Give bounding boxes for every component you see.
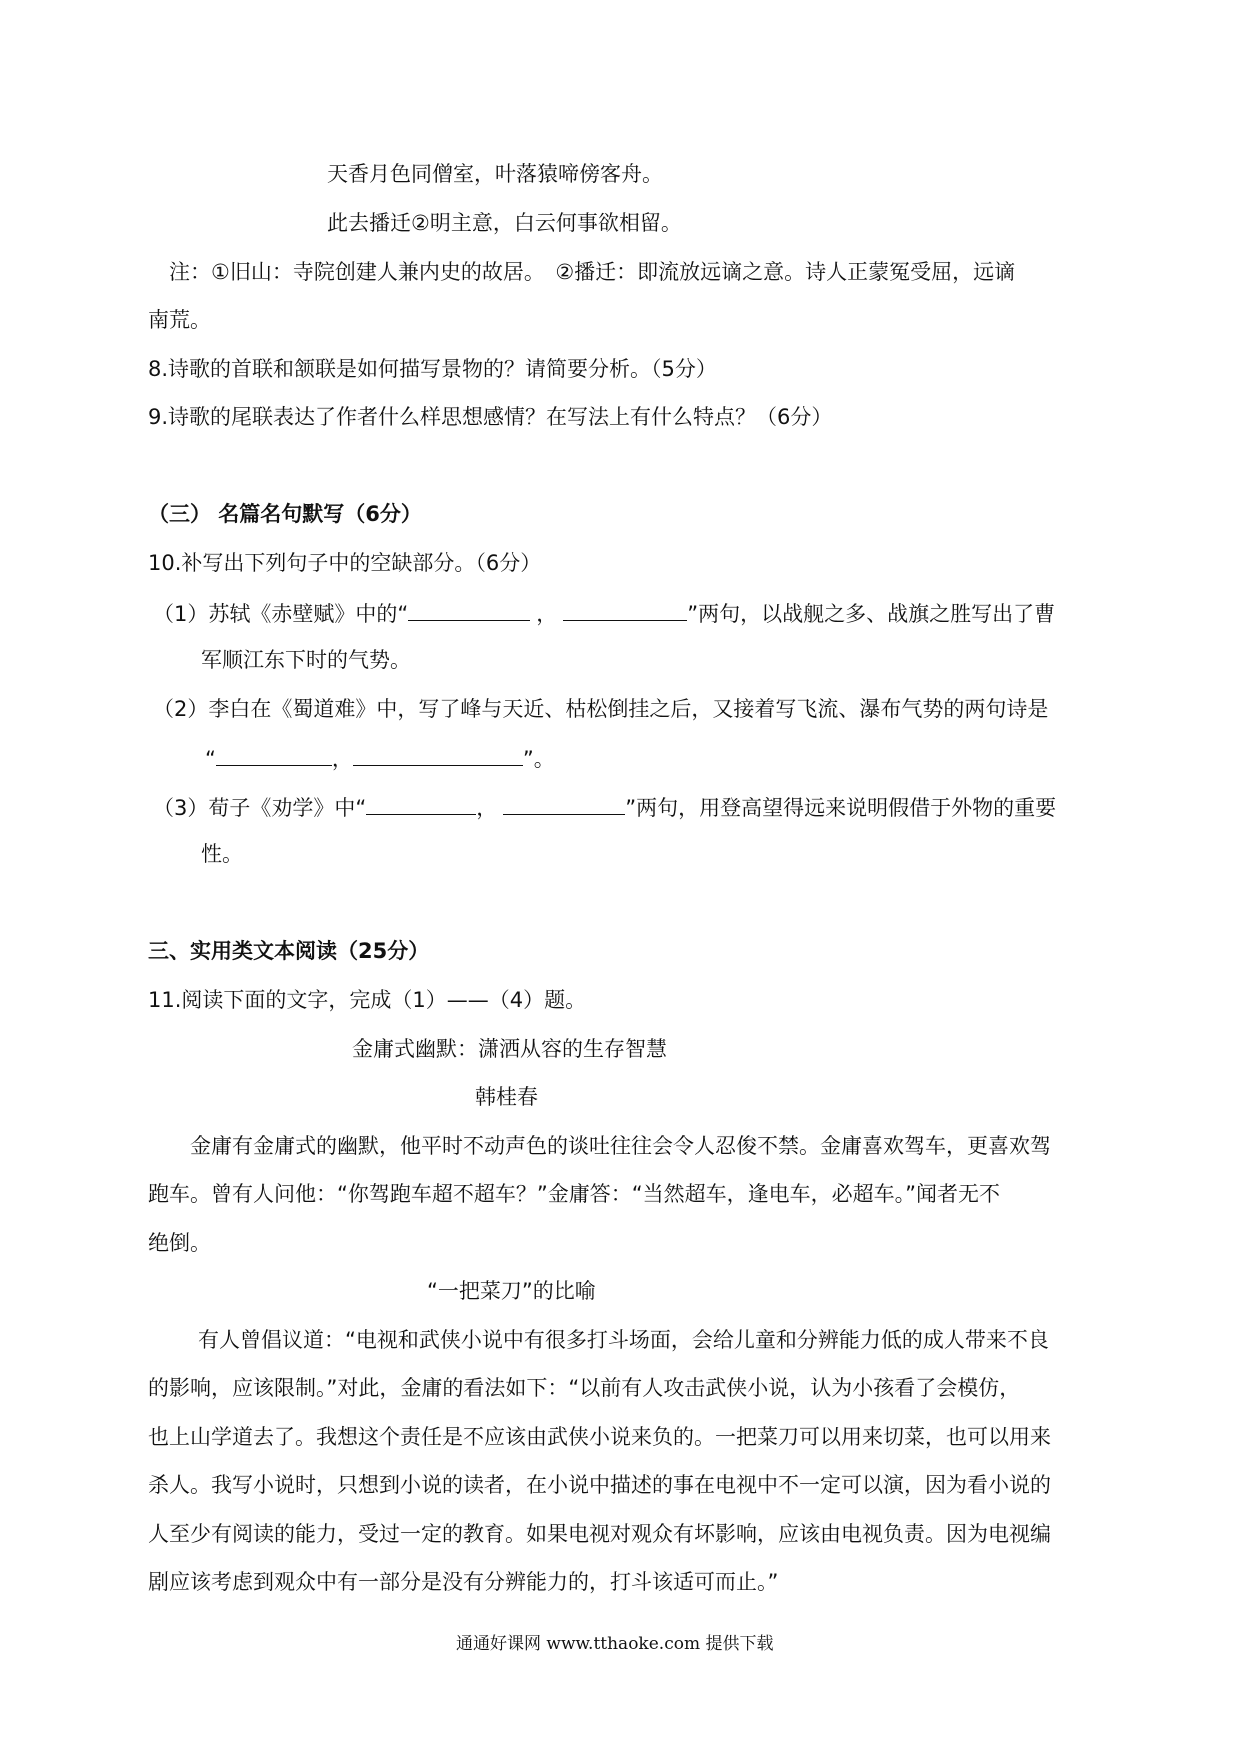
item-2-line-2 xyxy=(205,743,555,773)
item-2-line-1: （2）李白在《蜀道难》中，写了峰与天近、枯松倒挂之后，又接着写飞流、瀑布气势的两句诗是 xyxy=(153,697,1049,721)
page-footer: 通通好课网 www.tthaoke.com 提供下载 xyxy=(456,1634,774,1654)
blank-2b[interactable] xyxy=(353,743,523,766)
blank-3b[interactable] xyxy=(503,792,625,815)
question-8: 8.诗歌的首联和颔联是如何描写景物的？请简要分析。（5分） xyxy=(148,357,717,381)
paragraph-2-line-2: 的影响，应该限制。”对此，金庸的看法如下：“以前有人攻击武侠小说，认为小孩看了会模仿， xyxy=(148,1376,1021,1400)
item-1-comma: ， xyxy=(536,602,558,626)
item-1-suffix: ”两句，以战舰之多、战旗之胜写出了曹 xyxy=(687,602,1056,626)
section-heading-famous-lines: （三） 名篇名句默写（6分） xyxy=(148,502,422,526)
poem-line-3: 天香月色同僧室，叶落猿啼傍客舟。 xyxy=(327,162,663,186)
note-line-1: 注：①旧山：寺院创建人兼内史的故居。 ②播迁：即流放远谪之意。诗人正蒙冤受屈，远谪 xyxy=(169,260,1016,284)
part-3-heading: 三、实用类文本阅读（25分） xyxy=(148,939,430,963)
item-2-close-quote: ”。 xyxy=(522,747,555,771)
item-1-continuation: 军顺江东下时的气势。 xyxy=(201,648,411,672)
poem-line-4: 此去播迁②明主意，白云何事欲相留。 xyxy=(327,211,682,235)
question-9: 9.诗歌的尾联表达了作者什么样思想感情？在写法上有什么特点？（6分） xyxy=(148,405,833,429)
item-2-comma: ， xyxy=(331,747,353,771)
article-subtitle: “一把菜刀”的比喻 xyxy=(427,1279,596,1303)
blank-2a[interactable] xyxy=(216,743,332,766)
paragraph-2-line-5: 人至少有阅读的能力，受过一定的教育。如果电视对观众有坏影响，应该由电视负责。因为电视编 xyxy=(148,1522,1051,1546)
article-author: 韩桂春 xyxy=(475,1085,538,1109)
paragraph-1-line-3: 绝倒。 xyxy=(148,1231,211,1255)
paragraph-2-line-6: 剧应该考虑到观众中有一部分是没有分辨能力的，打斗该适可而止。” xyxy=(148,1570,779,1594)
question-11: 11.阅读下面的文字，完成（1）——（4）题。 xyxy=(148,988,587,1012)
item-2-open-quote: “ xyxy=(205,747,216,771)
blank-3a[interactable] xyxy=(366,792,476,815)
item-3-line xyxy=(153,792,1056,822)
item-1-line xyxy=(153,598,1055,628)
article-title: 金庸式幽默：潇洒从容的生存智慧 xyxy=(352,1037,667,1061)
item-3-prefix: （3）荀子《劝学》中“ xyxy=(153,796,367,820)
paragraph-2-line-1: 有人曾倡议道：“电视和武侠小说中有很多打斗场面，会给儿童和分辨能力低的成人带来不良 xyxy=(198,1328,1049,1352)
item-1-prefix: （1）苏轼《赤壁赋》中的“ xyxy=(153,602,409,626)
note-line-2: 南荒。 xyxy=(148,308,211,332)
paragraph-2-line-3: 也上山学道去了。我想这个责任是不应该由武侠小说来负的。一把菜刀可以用来切菜，也可以用来 xyxy=(148,1425,1051,1449)
item-3-continuation: 性。 xyxy=(201,842,243,866)
question-10: 10.补写出下列句子中的空缺部分。（6分） xyxy=(148,551,542,575)
blank-1b[interactable] xyxy=(563,598,687,621)
item-3-comma: ， xyxy=(476,796,498,820)
item-3-suffix: ”两句，用登高望得远来说明假借于外物的重要 xyxy=(625,796,1057,820)
blank-1a[interactable] xyxy=(408,598,530,621)
paragraph-1-line-2: 跑车。曾有人问他：“你驾跑车超不超车？”金庸答：“当然超车，逢电车，必超车。”闻者无不 xyxy=(148,1182,1001,1206)
paragraph-2-line-4: 杀人。我写小说时，只想到小说的读者，在小说中描述的事在电视中不一定可以演，因为看小说的 xyxy=(148,1473,1051,1497)
paragraph-1-line-1: 金庸有金庸式的幽默，他平时不动声色的谈吐往往会令人忍俊不禁。金庸喜欢驾车，更喜欢驾 xyxy=(190,1134,1051,1158)
